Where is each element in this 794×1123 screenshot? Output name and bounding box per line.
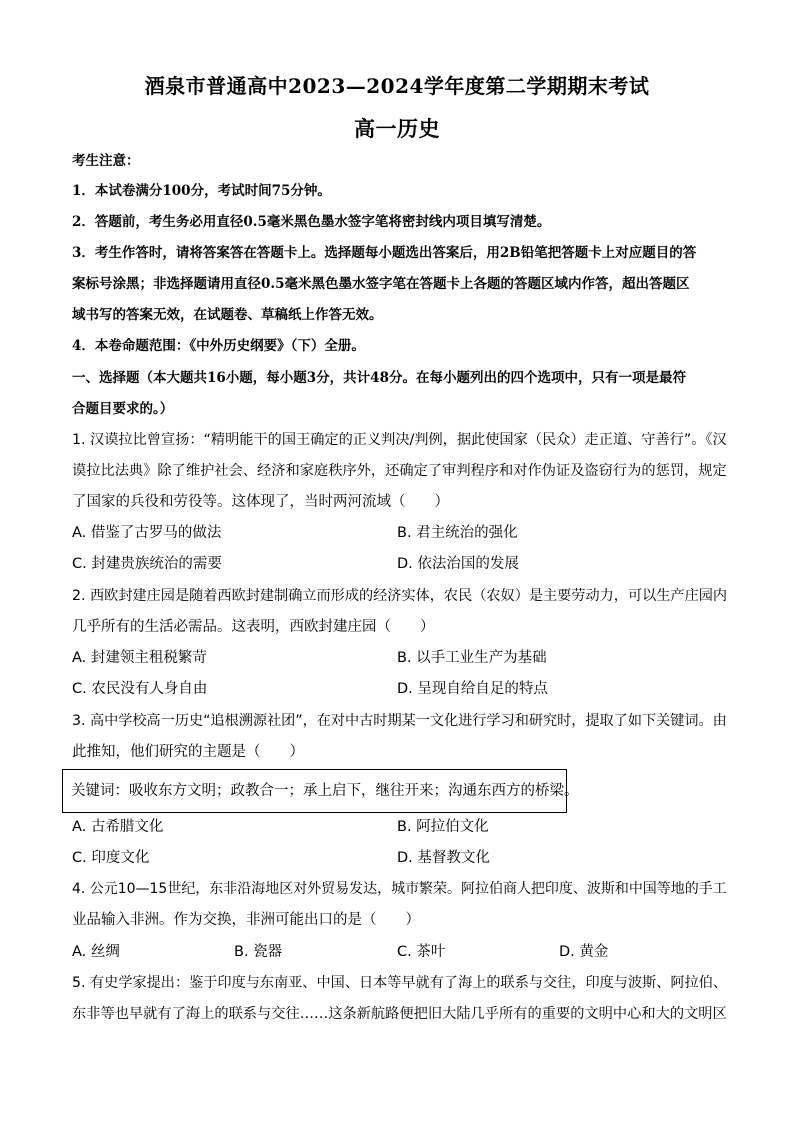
q5-stem-line-2: 东非等也早就有了海上的联系与交往……这条新航路便把旧大陆几乎所有的重要的文明中心和大的文明区: [72, 1006, 727, 1022]
q1-stem-line-3: 了国家的兵役和劳役等。这体现了，当时两河流域（ ）: [72, 494, 449, 510]
q2-stem-line-2: 几乎所有的生活必需品。这表明，西欧封建庄园（ ）: [72, 619, 435, 635]
q1-option-d: D. 依法治国的发展: [397, 556, 519, 572]
notice-item-3-line-3: 域书写的答案无效，在试题卷、草稿纸上作答无效。: [72, 307, 383, 323]
q1-stem-line-1: 1. 汉谟拉比曾宣扬：“精明能干的国王确定的正义判决/判例，据此使国家（民众）走正道、守善行”。《汉: [72, 432, 727, 448]
notice-item-3-line-1: 3．考生作答时，请将答案答在答题卡上。选择题每小题选出答案后，用2B铅笔把答题卡上对应题目的答: [72, 245, 697, 261]
q3-stem-line-1: 3. 高中学校高一历史“追根溯源社团”，在对中古时期某一文化进行学习和研究时，提取了如下关键词。由: [72, 713, 727, 729]
q5-stem-line-1: 5. 有史学家提出：鉴于印度与东南亚、中国、日本等早就有了海上的联系与交往，印度与波斯、阿拉伯、: [72, 975, 728, 991]
q3-option-a: A. 古希腊文化: [72, 819, 164, 835]
notice-item-1: 1．本试卷满分100分，考试时间75分钟。: [72, 183, 331, 199]
section-heading-line-2: 合题目要求的。）: [72, 401, 174, 417]
q1-option-b: B. 君主统治的强化: [397, 525, 518, 541]
q2-option-c: C. 农民没有人身自由: [72, 681, 208, 697]
notice-item-3-line-2: 案标号涂黑；非选择题请用直径0.5毫米黑色墨水签字笔在答题卡上各题的答题区域内作答，超出答题区: [72, 276, 690, 292]
section-heading-line-1: 一、选择题（本大题共16小题，每小题3分，共计48分。在每小题列出的四个选项中，只有一项是最符: [72, 370, 686, 386]
q3-option-b: B. 阿拉伯文化: [397, 819, 489, 835]
q3-stem-line-2: 此推知，他们研究的主题是（ ）: [72, 744, 304, 760]
exam-title: 酒泉市普通高中2023—2024学年度第二学期期末考试: [144, 74, 650, 98]
q1-option-c: C. 封建贵族统治的需要: [72, 556, 222, 572]
q3-option-c: C. 印度文化: [72, 850, 150, 866]
q4-option-d: D. 黄金: [559, 944, 609, 960]
notice-item-4: 4．本卷命题范围：《中外历史纲要》（下）全册。: [72, 338, 365, 354]
q2-option-b: B. 以手工业生产为基础: [397, 650, 547, 666]
q4-stem-line-1: 4. 公元10—15世纪，东非沿海地区对外贸易发达，城市繁荣。阿拉伯商人把印度、波斯和中国等地的手工: [72, 881, 727, 897]
q2-option-d: D. 呈现自给自足的特点: [397, 681, 548, 697]
q4-stem-line-2: 业品输入非洲。作为交换，非洲可能出口的是（ ）: [72, 912, 420, 928]
q3-keyword-box: [62, 769, 579, 813]
q1-stem-line-2: 谟拉比法典》除了维护社会、经济和家庭秩序外，还确定了审判程序和对作伪证及盗窃行为的惩罚，规定: [72, 463, 727, 479]
q4-option-c: C. 茶叶: [397, 944, 446, 960]
q4-option-b: B. 瓷器: [234, 944, 283, 960]
q3-keywords: 关键词：吸收东方文明；政教合一；承上启下，继往开来；沟通东西方的桥梁。: [71, 783, 579, 799]
q1-option-a: A. 借鉴了古罗马的做法: [72, 525, 222, 541]
q2-stem-line-1: 2. 西欧封建庄园是随着西欧封建制确立而形成的经济实体，农民（农奴）是主要劳动力，可以生产庄园内: [72, 588, 728, 604]
q3-option-d: D. 基督教文化: [397, 850, 490, 866]
notice-item-2: 2．答题前，考生务必用直径0.5毫米黑色墨水签字笔将密封线内项目填写清楚。: [72, 214, 551, 230]
notice-heading: 考生注意：: [72, 153, 140, 169]
q4-option-a: A. 丝绸: [72, 944, 120, 960]
exam-subject: 高一历史: [354, 116, 440, 141]
q2-option-a: A. 封建领主租税繁苛: [72, 650, 207, 666]
